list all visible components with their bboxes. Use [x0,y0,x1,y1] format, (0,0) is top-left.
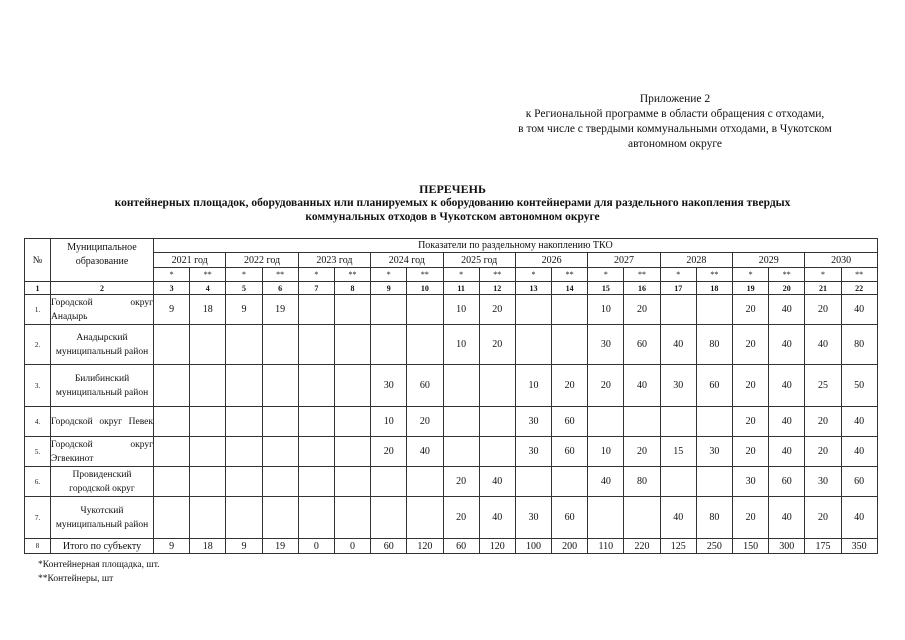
value-cell [660,295,696,325]
subheader-sites: * [515,268,551,282]
value-cell: 10 [371,407,407,437]
header-row-years [25,239,878,253]
row-number: 1. [25,295,51,325]
value-cell: 30 [660,365,696,407]
column-number: 20 [769,282,805,295]
value-cell: 60 [624,325,660,365]
value-cell: 60 [552,437,588,467]
value-cell [334,497,370,539]
subheader-sites: * [154,268,190,282]
value-cell [443,437,479,467]
value-cell [226,407,262,437]
column-number: 10 [407,282,443,295]
total-value: 0 [298,539,334,554]
value-cell: 40 [769,437,805,467]
value-cell [226,437,262,467]
value-cell: 40 [769,497,805,539]
value-cell: 80 [696,325,732,365]
total-value: 19 [262,539,298,554]
subheader-containers: ** [334,268,370,282]
value-cell: 40 [407,437,443,467]
year-header: 2026 [515,253,587,268]
value-cell: 60 [552,497,588,539]
column-numbers-row [25,282,878,295]
value-cell: 30 [805,467,841,497]
column-number: 7 [298,282,334,295]
value-cell [298,497,334,539]
value-cell [479,407,515,437]
value-cell [443,365,479,407]
table-row [25,325,878,365]
value-cell [407,295,443,325]
municipality-name: Билибинский муниципальный район [51,365,154,407]
subheader-containers: ** [769,268,805,282]
value-cell: 40 [769,295,805,325]
value-cell [696,295,732,325]
column-number: 1 [25,282,51,295]
column-number: 17 [660,282,696,295]
value-cell [660,407,696,437]
table-row [25,467,878,497]
value-cell [660,467,696,497]
value-cell [190,467,226,497]
value-cell [298,365,334,407]
column-number: 13 [515,282,551,295]
value-cell: 60 [407,365,443,407]
year-header: 2025 год [443,253,515,268]
subtitle-line: контейнерных площадок, оборудованных или планируемых к оборудованию контейнерами для раздельного накопления твердых [114,197,791,209]
row-number: 4. [25,407,51,437]
value-cell: 80 [624,467,660,497]
value-cell: 60 [552,407,588,437]
value-cell: 40 [841,497,877,539]
column-number: 8 [334,282,370,295]
value-cell: 18 [190,295,226,325]
value-cell [190,325,226,365]
value-cell [696,407,732,437]
year-header: 2024 год [371,253,443,268]
value-cell [262,365,298,407]
value-cell: 30 [515,437,551,467]
municipality-name: Чукотский муниципальный район [51,497,154,539]
column-number: 4 [190,282,226,295]
value-cell [515,467,551,497]
value-cell [334,467,370,497]
value-cell [262,467,298,497]
appendix-line: автономном округе [627,138,723,150]
value-cell [334,365,370,407]
year-header: 2030 [805,253,877,268]
value-cell [190,497,226,539]
value-cell: 50 [841,365,877,407]
value-cell: 30 [733,467,769,497]
total-value: 18 [190,539,226,554]
value-cell: 20 [733,325,769,365]
year-header: 2022 год [226,253,298,268]
value-cell: 20 [479,325,515,365]
value-cell [262,325,298,365]
value-cell [552,467,588,497]
value-cell: 10 [588,295,624,325]
appendix-header [485,92,865,152]
total-value: 220 [624,539,660,554]
subheader-containers: ** [696,268,732,282]
value-cell [624,497,660,539]
column-number: 22 [841,282,877,295]
value-cell [552,325,588,365]
total-value: 9 [154,539,190,554]
value-cell: 20 [805,497,841,539]
value-cell [334,407,370,437]
appendix-line: в том числе с твердыми коммунальными отходами, в Чукотском [518,123,832,135]
value-cell [334,295,370,325]
column-number: 16 [624,282,660,295]
value-cell [154,365,190,407]
value-cell [298,295,334,325]
column-number: 11 [443,282,479,295]
value-cell [154,325,190,365]
value-cell: 20 [733,437,769,467]
value-cell: 20 [733,407,769,437]
value-cell [371,497,407,539]
value-cell: 30 [515,407,551,437]
value-cell: 40 [479,467,515,497]
subheader-containers: ** [624,268,660,282]
value-cell [262,497,298,539]
column-number: 6 [262,282,298,295]
value-cell [298,467,334,497]
value-cell [154,467,190,497]
value-cell: 20 [479,295,515,325]
year-header: 2027 [588,253,660,268]
subheader-containers: ** [190,268,226,282]
subheader-containers: ** [552,268,588,282]
column-number: 2 [51,282,154,295]
total-value: 200 [552,539,588,554]
subheader-containers: ** [262,268,298,282]
subheader-sites: * [805,268,841,282]
value-cell: 40 [841,407,877,437]
subheader-sites: * [443,268,479,282]
row-number: 5. [25,437,51,467]
year-header: 2023 год [298,253,370,268]
value-cell: 40 [624,365,660,407]
column-number: 9 [371,282,407,295]
column-number: 15 [588,282,624,295]
municipality-name: Городской округ Анадырь [51,295,154,325]
row-number: 3. [25,365,51,407]
total-value: 125 [660,539,696,554]
value-cell: 30 [696,437,732,467]
year-header: 2028 [660,253,732,268]
table-row [25,497,878,539]
appendix-line: Приложение 2 [639,93,711,105]
value-cell [154,407,190,437]
value-cell: 20 [588,365,624,407]
value-cell: 20 [805,295,841,325]
value-cell [190,437,226,467]
value-cell: 40 [769,365,805,407]
row-number: 7. [25,497,51,539]
value-cell [371,325,407,365]
subheader-sites: * [298,268,334,282]
value-cell [371,467,407,497]
total-value: 350 [841,539,877,554]
value-cell: 20 [805,437,841,467]
subheader-sites: * [371,268,407,282]
value-cell [334,325,370,365]
value-cell [552,295,588,325]
value-cell: 60 [841,467,877,497]
value-cell: 60 [769,467,805,497]
subheader-containers: ** [841,268,877,282]
column-number: 12 [479,282,515,295]
value-cell [479,365,515,407]
footnote: *Контейнерная площадка, шт. [38,560,160,570]
document-title: ПЕРЕЧЕНЬ [419,182,486,196]
total-value: 120 [407,539,443,554]
value-cell [226,325,262,365]
value-cell [696,467,732,497]
value-cell: 40 [769,407,805,437]
value-cell: 30 [515,497,551,539]
value-cell: 40 [769,325,805,365]
column-number: 3 [154,282,190,295]
value-cell [298,437,334,467]
row-number: 6. [25,467,51,497]
header-municipality: Муниципальное образование [51,239,154,282]
value-cell: 10 [443,325,479,365]
header-indicators: Показатели по раздельному накоплению ТКО [154,239,878,253]
value-cell [262,437,298,467]
total-value: 0 [334,539,370,554]
value-cell: 20 [371,437,407,467]
value-cell: 9 [154,295,190,325]
municipality-name: Городской округ Эгвекинот [51,437,154,467]
subheader-containers: ** [407,268,443,282]
value-cell [515,295,551,325]
total-value: 150 [733,539,769,554]
value-cell: 10 [443,295,479,325]
table-row [25,437,878,467]
table-row [25,407,878,437]
value-cell [479,437,515,467]
total-value: 250 [696,539,732,554]
footnote: **Контейнеры, шт [38,574,114,584]
value-cell: 20 [407,407,443,437]
table-row [25,365,878,407]
value-cell [226,365,262,407]
subheader-sites: * [733,268,769,282]
value-cell: 20 [733,497,769,539]
value-cell [298,325,334,365]
value-cell [407,325,443,365]
value-cell: 40 [841,295,877,325]
subheader-sites: * [588,268,624,282]
municipality-name: Анадырский муниципальный район [51,325,154,365]
column-number: 14 [552,282,588,295]
value-cell: 9 [226,295,262,325]
value-cell: 20 [624,437,660,467]
value-cell: 40 [479,497,515,539]
footnotes [38,558,160,586]
row-number: 8 [25,539,51,554]
value-cell [262,407,298,437]
value-cell [407,467,443,497]
total-value: 120 [479,539,515,554]
value-cell [371,295,407,325]
value-cell: 20 [552,365,588,407]
value-cell: 10 [588,437,624,467]
value-cell: 60 [696,365,732,407]
total-value: 60 [443,539,479,554]
document-subtitle [20,196,885,224]
value-cell: 40 [841,437,877,467]
value-cell [298,407,334,437]
value-cell: 30 [588,325,624,365]
column-number: 5 [226,282,262,295]
total-row [25,539,878,554]
total-value: 300 [769,539,805,554]
value-cell [226,497,262,539]
value-cell: 30 [371,365,407,407]
value-cell: 20 [733,295,769,325]
total-value: 100 [515,539,551,554]
appendix-line: к Региональной программе в области обращения с отходами, [525,108,825,120]
value-cell: 20 [733,365,769,407]
total-value: 60 [371,539,407,554]
containers-table [24,238,878,554]
value-cell: 19 [262,295,298,325]
total-value: 110 [588,539,624,554]
value-cell [190,365,226,407]
value-cell [154,437,190,467]
value-cell [407,497,443,539]
value-cell [443,407,479,437]
value-cell [334,437,370,467]
value-cell: 40 [805,325,841,365]
year-header: 2029 [733,253,805,268]
value-cell: 15 [660,437,696,467]
total-label: Итого по субъекту [51,539,154,554]
municipality-name: Провиденский городской округ [51,467,154,497]
value-cell: 20 [443,497,479,539]
column-number: 19 [733,282,769,295]
header-no: № [25,239,51,282]
value-cell [515,325,551,365]
value-cell: 40 [660,325,696,365]
subheader-containers: ** [479,268,515,282]
total-value: 175 [805,539,841,554]
total-value: 9 [226,539,262,554]
value-cell: 20 [443,467,479,497]
value-cell [588,497,624,539]
subheader-sites: * [226,268,262,282]
row-number: 2. [25,325,51,365]
subheader-sites: * [660,268,696,282]
value-cell: 80 [841,325,877,365]
value-cell: 40 [588,467,624,497]
value-cell [190,407,226,437]
value-cell: 80 [696,497,732,539]
value-cell [588,407,624,437]
value-cell: 10 [515,365,551,407]
subtitle-line: коммунальных отходов в Чукотском автономном округе [305,211,600,223]
value-cell [154,497,190,539]
column-number: 18 [696,282,732,295]
value-cell: 25 [805,365,841,407]
year-header: 2021 год [154,253,226,268]
value-cell [624,407,660,437]
value-cell [226,467,262,497]
municipality-name: Городской округ Певек [51,407,154,437]
column-number: 21 [805,282,841,295]
table-row [25,295,878,325]
value-cell: 20 [805,407,841,437]
value-cell: 20 [624,295,660,325]
value-cell: 40 [660,497,696,539]
